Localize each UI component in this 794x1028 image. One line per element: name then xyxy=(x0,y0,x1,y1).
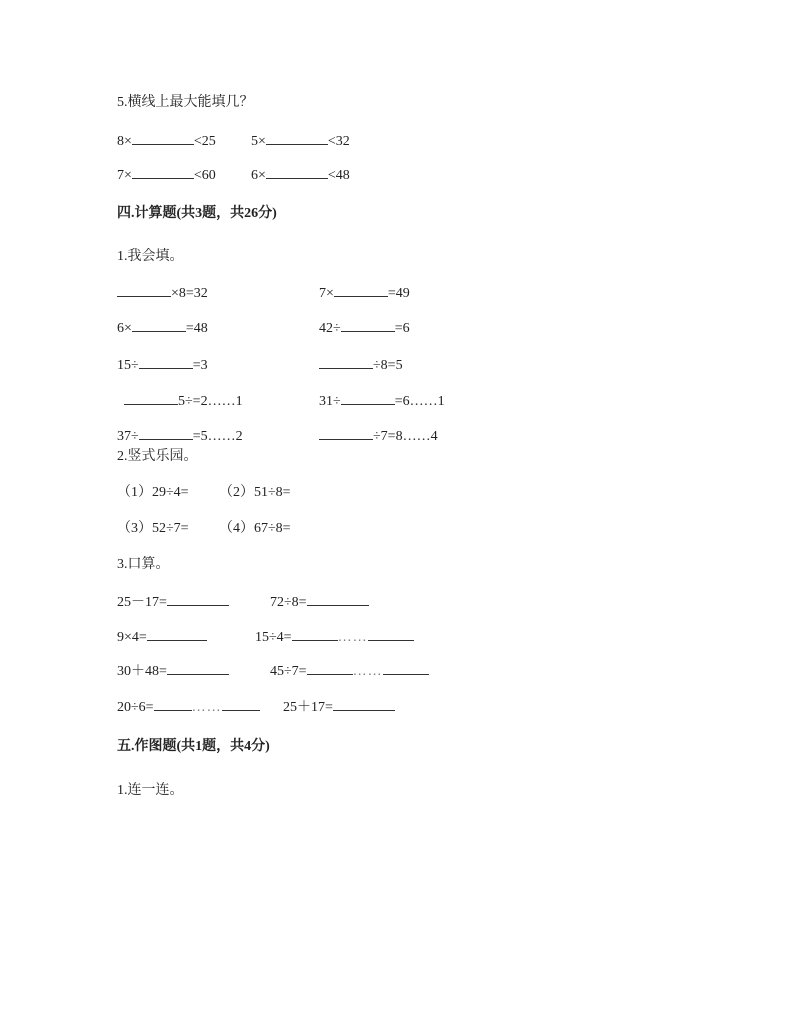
quotient-blank[interactable] xyxy=(292,628,338,641)
mental-calc-item: 25＋17= xyxy=(283,698,395,717)
fill-item: ÷7=8……4 xyxy=(319,427,438,446)
vertical-calc-item: （3）52÷7= xyxy=(117,521,189,536)
answer-blank[interactable] xyxy=(319,427,373,440)
q5-item: 5× <32 xyxy=(251,134,350,149)
answer-blank[interactable] xyxy=(132,132,194,145)
remainder-blank[interactable] xyxy=(368,628,414,641)
fill-item: ÷8=5 xyxy=(319,356,403,375)
remainder-blank[interactable] xyxy=(222,698,260,711)
q5-item: 6× <48 xyxy=(251,168,350,183)
mental-calc-item: 15÷4= …… xyxy=(255,628,414,647)
quotient-blank[interactable] xyxy=(154,698,192,711)
fill-item: 6× =48 xyxy=(117,321,208,336)
mental-calc-item: 25－17= xyxy=(117,593,229,612)
answer-blank[interactable] xyxy=(124,392,178,405)
fill-item: ×8=32 xyxy=(117,284,208,303)
fill-item: 42÷ =6 xyxy=(319,321,410,336)
fill-item: 5÷=2……1 xyxy=(124,392,243,411)
remainder-blank[interactable] xyxy=(383,662,429,675)
mental-calc-item: 9×4= xyxy=(117,628,207,647)
answer-blank[interactable] xyxy=(139,427,193,440)
mental-calc-item: 30＋48= xyxy=(117,662,229,681)
question-title: 2.竖式乐园。 xyxy=(117,449,198,464)
q5-item: 7× <60 xyxy=(117,168,216,183)
answer-blank[interactable] xyxy=(334,284,388,297)
answer-blank[interactable] xyxy=(266,166,328,179)
q5-title: 5.横线上最大能填几？ xyxy=(117,95,254,110)
section-heading: 四.计算题(共3题，共26分) xyxy=(117,206,277,221)
answer-blank[interactable] xyxy=(117,284,171,297)
fill-item: 15÷ =3 xyxy=(117,358,208,373)
answer-blank[interactable] xyxy=(139,356,193,369)
answer-blank[interactable] xyxy=(341,319,395,332)
question-title: 1.连一连。 xyxy=(117,783,184,798)
answer-blank[interactable] xyxy=(167,662,229,675)
answer-blank[interactable] xyxy=(341,392,395,405)
answer-blank[interactable] xyxy=(132,166,194,179)
section-heading: 五.作图题(共1题，共4分) xyxy=(117,739,270,754)
mental-calc-item: 20÷6= …… xyxy=(117,698,260,717)
answer-blank[interactable] xyxy=(132,319,186,332)
answer-blank[interactable] xyxy=(266,132,328,145)
vertical-calc-item: （2）51÷8= xyxy=(219,485,291,500)
vertical-calc-item: （4）67÷8= xyxy=(219,521,291,536)
quotient-blank[interactable] xyxy=(307,662,353,675)
answer-blank[interactable] xyxy=(319,356,373,369)
question-title: 3.口算。 xyxy=(117,557,170,572)
answer-blank[interactable] xyxy=(333,698,395,711)
question-title: 1.我会填。 xyxy=(117,249,184,264)
vertical-calc-item: （1）29÷4= xyxy=(117,485,189,500)
mental-calc-item: 72÷8= xyxy=(270,593,369,612)
answer-blank[interactable] xyxy=(167,593,229,606)
fill-item: 31÷ =6……1 xyxy=(319,394,445,409)
q5-item: 8× <25 xyxy=(117,134,216,149)
fill-item: 37÷ =5……2 xyxy=(117,429,243,444)
fill-item: 7× =49 xyxy=(319,286,410,301)
answer-blank[interactable] xyxy=(307,593,369,606)
mental-calc-item: 45÷7= …… xyxy=(270,662,429,681)
answer-blank[interactable] xyxy=(147,628,207,641)
